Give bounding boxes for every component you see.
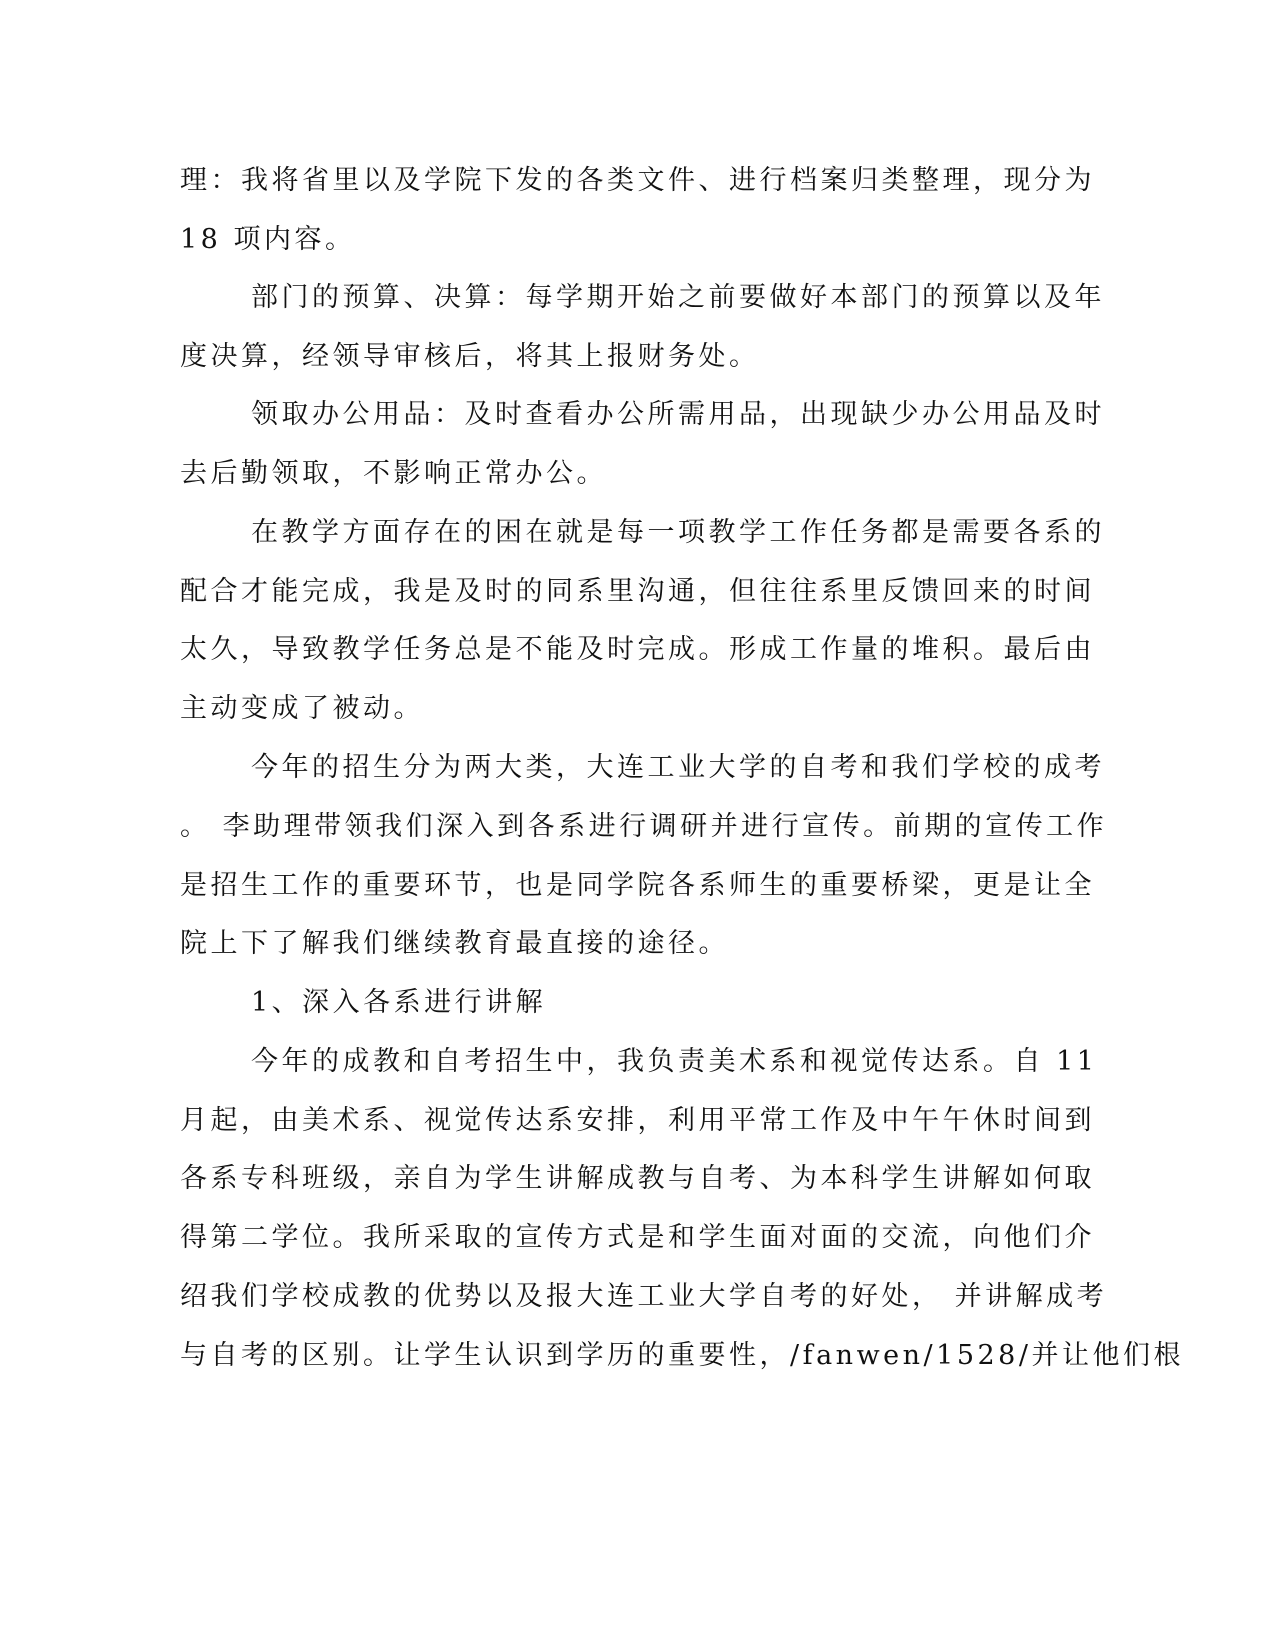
text-line: 18 项内容。 [180,224,356,255]
text-line: 今年的成教和自考招生中，我负责美术系和视觉传达系。自 11 [251,1046,1098,1077]
text-line: 各系专科班级，亲自为学生讲解成教与自考、为本科学生讲解如何取 [180,1163,1095,1194]
text-line: 领取办公用品：及时查看办公所需用品，出现缺少办公用品及时 [251,399,1105,430]
text-line: 是招生工作的重要环节，也是同学院各系师生的重要桥梁，更是让全 [180,870,1095,901]
text-line: 理：我将省里以及学院下发的各类文件、进行档案归类整理，现分为 [180,165,1095,196]
text-line: 与自考的区别。让学生认识到学历的重要性，/fanwen/1528/并让他们根 [180,1340,1184,1371]
text-line: 。 李助理带领我们深入到各系进行调研并进行宣传。前期的宣传工作 [180,811,1108,842]
text-line: 去后勤领取，不影响正常办公。 [180,458,607,489]
text-line: 太久，导致教学任务总是不能及时完成。形成工作量的堆积。最后由 [180,634,1095,665]
text-line: 在教学方面存在的困在就是每一项教学工作任务都是需要各系的 [251,517,1105,548]
section-heading: 1、深入各系进行讲解 [251,987,547,1018]
text-line: 度决算，经领导审核后，将其上报财务处。 [180,341,760,372]
text-line: 今年的招生分为两大类，大连工业大学的自考和我们学校的成考 [251,752,1105,783]
text-line: 主动变成了被动。 [180,693,424,724]
text-line: 得第二学位。我所采取的宣传方式是和学生面对面的交流，向他们介 [180,1222,1095,1253]
text-line: 月起，由美术系、视觉传达系安排，利用平常工作及中午午休时间到 [180,1105,1095,1136]
text-line: 院上下了解我们继续教育最直接的途径。 [180,928,729,959]
text-line: 部门的预算、决算：每学期开始之前要做好本部门的预算以及年 [251,282,1105,313]
text-line: 配合才能完成，我是及时的同系里沟通，但往往系里反馈回来的时间 [180,576,1095,607]
text-line: 绍我们学校成教的优势以及报大连工业大学自考的好处， 并讲解成考 [180,1281,1108,1312]
